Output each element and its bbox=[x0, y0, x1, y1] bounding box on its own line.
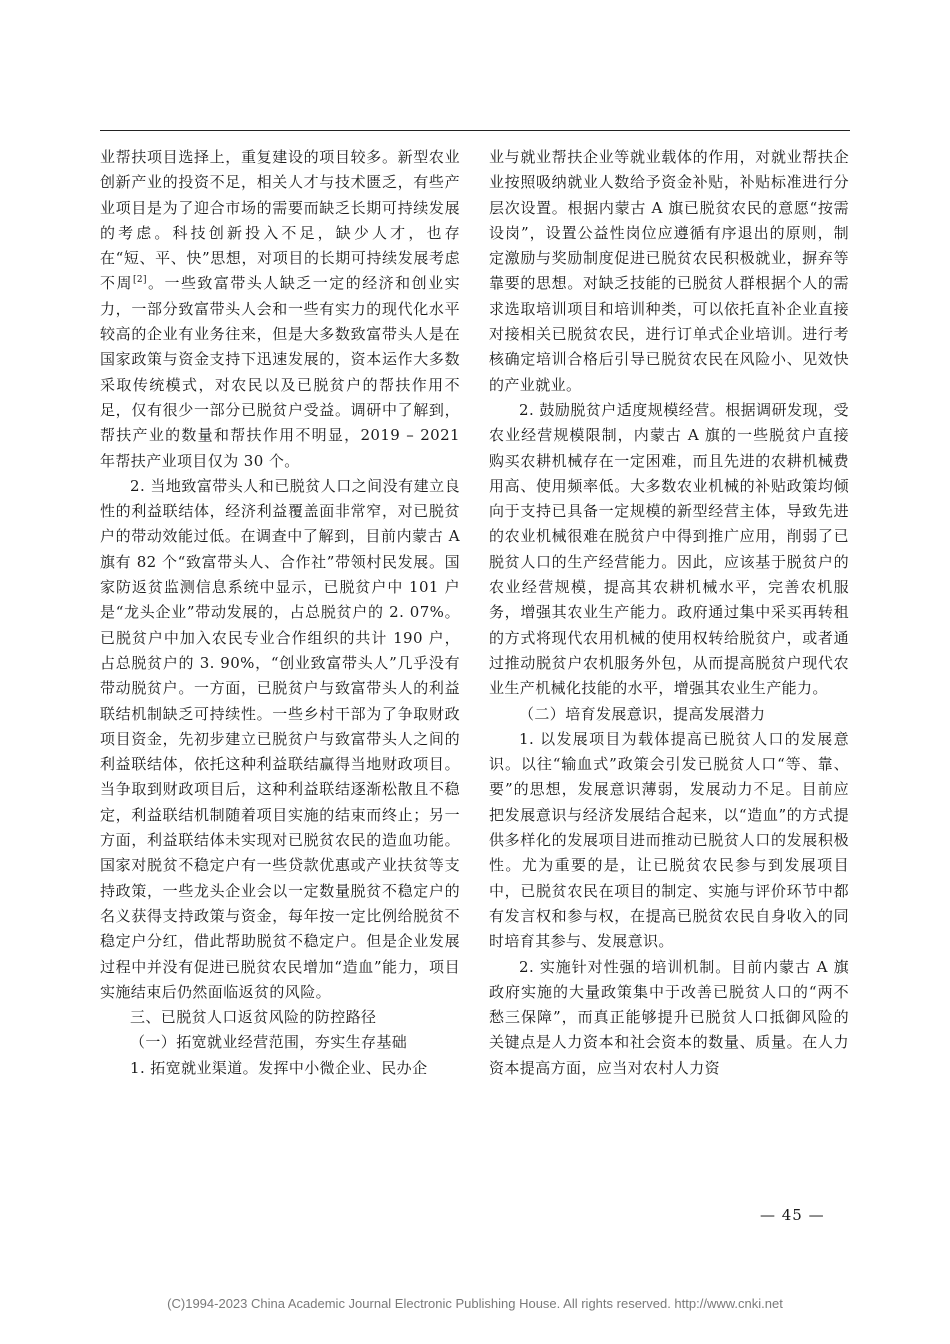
right-column bbox=[489, 145, 849, 1081]
right-paragraph-1: 业与就业帮扶企业等就业载体的作用，对就业帮扶企业按照吸纳就业人数给予资金补贴，补贴标准进行分层次设置。根据内蒙古 A 旗已脱贫农民的意愿“按需设岗”，设置公益性岗位应遵循有序退出的原则，制定激励与奖励制度促进已脱贫农民积极就业，摒弃等靠要的思想。对缺乏技能的已脱贫人群根据个人的需求选取培训项目和培训种类，可以依托直补企业直接对接相关已脱贫农民，进行订单式企业培训。进行考核确定培训合格后引导已脱贫农民在风险小、见效快的产业就业。 bbox=[489, 148, 849, 394]
right-paragraph-4: 2. 实施针对性强的培训机制。目前内蒙古 A 旗政府实施的大量政策集中于改善已脱贫人口的“两不愁三保障”，而真正能够提升已脱贫人口抵御风险的关键点是人力资本和社会资本的数量、质量。在人力资本提高方面，应当对农村人力资 bbox=[489, 957, 849, 1077]
citation-ref[interactable]: [2] bbox=[132, 275, 147, 286]
right-paragraph-3: 1. 以发展项目为载体提高已脱贫人口的发展意识。以往“输血式”政策会引发已脱贫人口“等、靠、要”的思想，发展意识薄弱，发展动力不足。目前应把发展意识与经济发展结合起来，以“造血”的方式提供多样化的发展项目进而推动已脱贫人口的发展积极性。尤为重要的是，让已脱贫农民参与到发展项目中，已脱贫农民在项目的制定、实施与评价环节中都有发言权和参与权，在提高已脱贫农民自身收入的同时培育其参与、发展意识。 bbox=[489, 729, 849, 951]
left-paragraph-2: 2. 当地致富带头人和已脱贫人口之间没有建立良性的利益联结体，经济利益覆盖面非常窄，对已脱贫户的带动效能过低。在调查中了解到，目前内蒙古 A 旗有 82 个“致富带头人、合作社”带领村民发展。国家防返贫监测信息系统中显示，已脱贫户中 101 户是“龙头企业”带动发展的，占总脱贫户的 2. 07%。已脱贫户中加入农民专业合作组织的共计 190 户，占总脱贫户的 3. 90%，“创业致富带头人”几乎没有带动脱贫户。一方面，已脱贫户与致富带头人的利益联结机制缺乏可持续性。一些乡村干部为了争取财政项目资金，先初步建立已脱贫户与致富带头人之间的利益联结体，依托这种利益联结赢得当地财政项目。当争取到财政项目后，这种利益联结逐渐松散且不稳定，利益联结机制随着项目实施的结束而终止；另一方面，利益联结体未实现对已脱贫农民的造血功能。国家对脱贫不稳定户有一些贷款优惠或产业扶贫等支持政策，一些龙头企业会以一定数量脱贫不稳定户的名义获得支持政策与资金，每年按一定比例给脱贫不稳定户分红，借此帮助脱贫不稳定户。但是企业发展过程中并没有促进已脱贫农民增加“造血”能力，项目实施结束后仍然面临返贫的风险。 bbox=[100, 476, 460, 1001]
right-paragraph-2: 2. 鼓励脱贫户适度规模经营。根据调研发现，受农业经营规模限制，内蒙古 A 旗的一些脱贫户直接购买农耕机械存在一定困难，而且先进的农耕机械费用高、使用频率低。大多数农业机械的补贴政策均倾向于支持已具备一定规模的新型经营主体，导致先进的农业机械很难在脱贫户中得到推广应用，削弱了已脱贫人口的生产经营能力。因此，应该基于脱贫户的农业经营规模，提高其农耕机械水平，完善农机服务，增强其农业生产能力。政府通过集中采买再转租的方式将现代农用机械的使用权转给脱贫户，或者通过推动脱贫户农机服务外包，从而提高脱贫户现代农业生产机械化技能的水平，增强其农业生产能力。 bbox=[489, 400, 849, 698]
left-paragraph-1: 业帮扶项目选择上，重复建设的项目较多。新型农业创新产业的投资不足，相关人才与技术匮乏，有些产业项目是为了迎合市场的需要而缺乏长期可持续发展的考虑。科技创新投入不足，缺少人才，也存在“短、平、快”思想，对项目的长期可持续发展考虑不周[2]。一些致富带头人缺乏一定的经济和创业实力，一部分致富带头人会和一些有实力的现代化水平较高的企业有业务往来，但是大多数致富带头人是在国家政策与资金支持下迅速发展的，资本运作大多数采取传统模式，对农民以及已脱贫户的帮扶作用不足，仅有很少一部分已脱贫户受益。调研中了解到，帮扶产业的数量和帮扶作用不明显，2019 – 2021 年帮扶产业项目仅为 30 个。 bbox=[100, 148, 460, 470]
copyright-footer: (C)1994-2023 China Academic Journal Electronic Publishing House. All rights reserved. http://www.cnki.net bbox=[167, 1296, 783, 1311]
page-number: — 45 — bbox=[760, 1206, 825, 1224]
header-rule bbox=[100, 130, 850, 131]
subheading-1: （一）拓宽就业经营范围，夯实生存基础 bbox=[130, 1033, 408, 1052]
section-heading: 三、已脱贫人口返贫风险的防控路径 bbox=[130, 1008, 377, 1027]
left-column bbox=[100, 145, 460, 1081]
subheading-2: （二）培育发展意识，提高发展潜力 bbox=[519, 704, 766, 723]
left-paragraph-3: 1. 拓宽就业渠道。发挥中小微企业、民办企 bbox=[130, 1058, 428, 1077]
